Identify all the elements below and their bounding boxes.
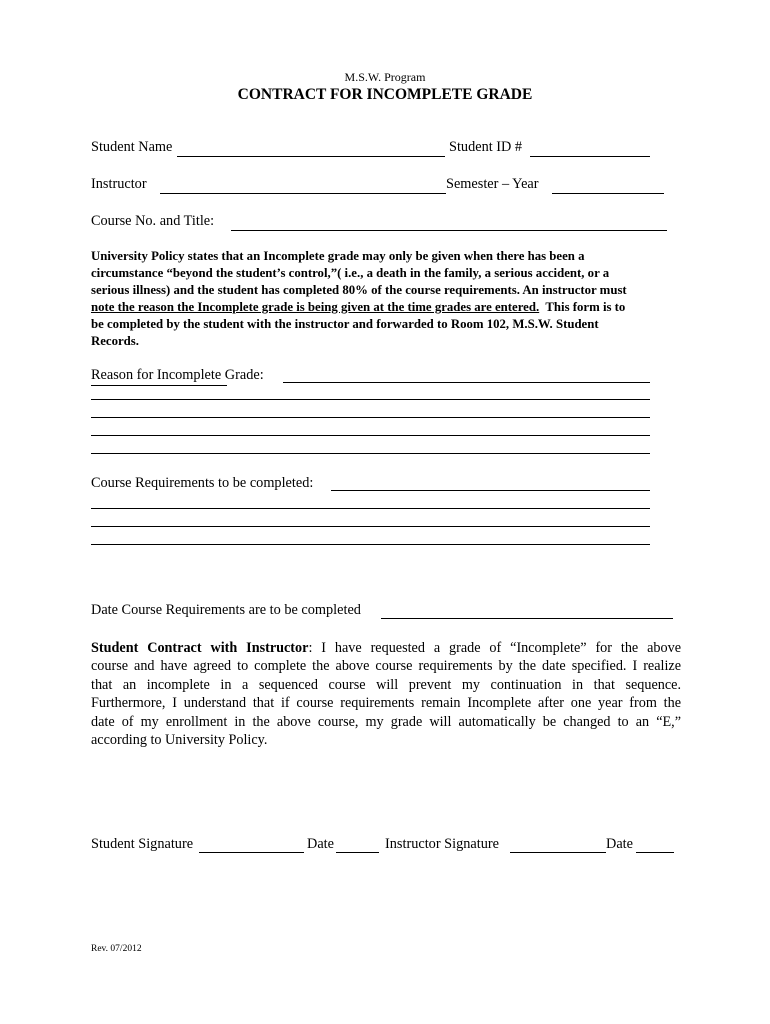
course-field[interactable] xyxy=(231,230,667,231)
reason-label-underline xyxy=(91,385,227,386)
instructor-signature-label: Instructor Signature xyxy=(385,836,499,852)
policy-paragraph xyxy=(91,248,677,350)
requirements-field[interactable] xyxy=(331,490,650,491)
instructor-label: Instructor xyxy=(91,176,147,192)
policy-line: Records. xyxy=(91,334,139,348)
reason-label: Reason for Incomplete Grade: xyxy=(91,367,264,383)
student-name-field[interactable] xyxy=(177,156,445,157)
reason-field[interactable] xyxy=(91,453,650,454)
contract-line xyxy=(91,639,681,657)
requirements-field[interactable] xyxy=(91,526,650,527)
contract-paragraph xyxy=(91,639,681,749)
policy-line: circumstance “beyond the student’s control,”( i.e., a death in the family, a serious accident, or a xyxy=(91,266,610,280)
policy-line: University Policy states that an Incomplete grade may only be given when there has been a xyxy=(91,249,585,263)
semester-year-field[interactable] xyxy=(552,193,664,194)
student-name-label: Student Name xyxy=(91,139,173,155)
student-signature-label: Student Signature xyxy=(91,836,194,852)
reason-field[interactable] xyxy=(91,435,650,436)
contract-line: course and have agreed to complete the above course requirements by the date specified. I realize xyxy=(91,658,681,675)
student-date-field[interactable] xyxy=(336,852,379,853)
reason-field[interactable] xyxy=(283,382,650,383)
contract-line: Furthermore, I understand that if course requirements remain Incomplete after one year from the xyxy=(91,695,681,712)
requirements-field[interactable] xyxy=(91,544,650,545)
instructor-date-field[interactable] xyxy=(636,852,674,853)
instructor-field[interactable] xyxy=(160,193,446,194)
contract-line-rest: : I have requested a grade of “Incomplete” for the above xyxy=(308,640,681,656)
student-id-field[interactable] xyxy=(530,156,650,157)
course-label: Course No. and Title: xyxy=(91,213,215,229)
semester-year-label: Semester – Year xyxy=(446,176,539,192)
date-label: Date xyxy=(307,836,334,852)
contract-heading: Student Contract with Instructor xyxy=(91,640,309,656)
requirements-label: Course Requirements to be completed: xyxy=(91,475,314,491)
date-required-label: Date Course Requirements are to be completed xyxy=(91,602,361,618)
policy-line xyxy=(91,299,677,316)
document-title: CONTRACT FOR INCOMPLETE GRADE xyxy=(237,86,533,103)
reason-field[interactable] xyxy=(91,399,650,400)
student-id-label: Student ID # xyxy=(449,139,523,155)
policy-line: serious illness) and the student has completed 80% of the course requirements. An instructor must xyxy=(91,283,627,297)
date-required-field[interactable] xyxy=(381,618,673,619)
policy-emphasis: note the reason the Incomplete grade is being given at the time grades are entered. xyxy=(91,300,540,314)
policy-line: be completed by the student with the instructor and forwarded to Room 102, M.S.W. Student xyxy=(91,317,599,331)
contract-line: according to University Policy. xyxy=(91,732,268,749)
revision-note: Rev. 07/2012 xyxy=(91,944,142,954)
policy-line-rest: This form is to xyxy=(539,300,626,314)
requirements-field[interactable] xyxy=(91,508,650,509)
contract-line: that an incomplete in a sequenced course will prevent my continuation in that sequence. xyxy=(91,676,681,693)
program-name: M.S.W. Program xyxy=(344,70,426,84)
contract-line: date of my enrollment in the above course, my grade will automatically be changed to an “E,” xyxy=(91,713,681,730)
student-signature-field[interactable] xyxy=(199,852,304,853)
reason-field[interactable] xyxy=(91,417,650,418)
instructor-signature-field[interactable] xyxy=(510,852,606,853)
date-label: Date xyxy=(606,836,633,852)
